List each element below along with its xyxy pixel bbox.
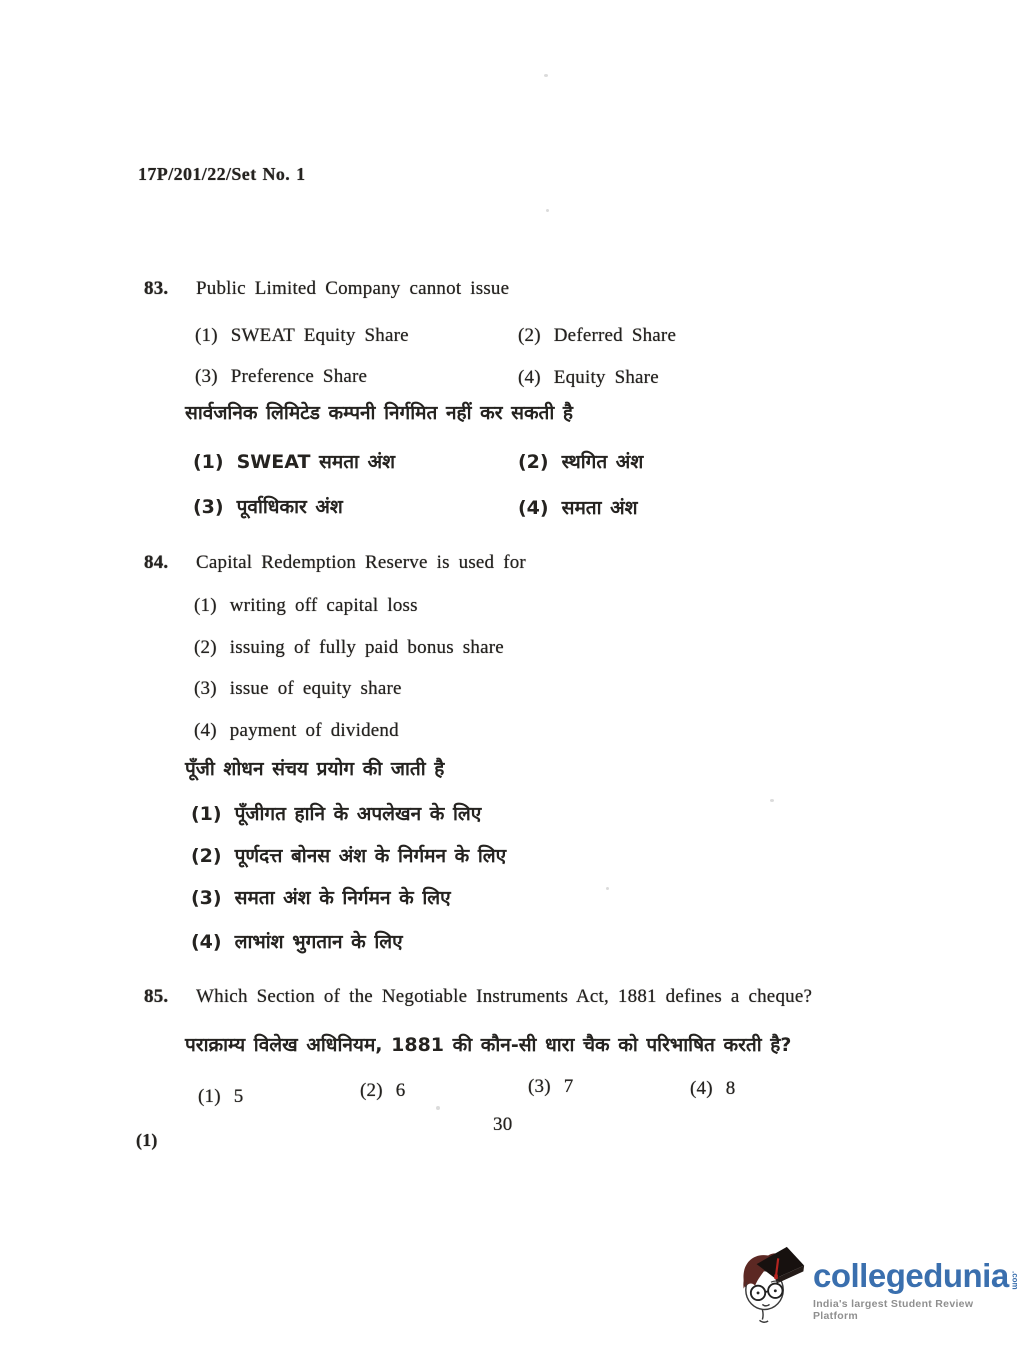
q85-number: 85. [144,986,169,1007]
option-label: (3) [193,496,224,518]
q84-option-hi-1 [191,800,481,826]
brand-name: collegedunia [813,1257,1009,1294]
scan-speck [770,799,774,802]
option-text: payment of dividend [229,720,399,741]
q83-option-hi-4 [518,494,638,520]
option-text: पूँजीगत हानि के अपलेखन के लिए [234,803,482,825]
option-label: (2) [360,1080,383,1101]
q85-option-3 [528,1076,573,1098]
option-text: 6 [395,1080,406,1101]
q83-option-hi-3 [193,493,343,519]
option-label: (4) [518,367,541,388]
option-text: पूर्णदत्त बोनस अंश के निर्गमन के लिए [234,845,507,867]
q84-number: 84. [144,552,169,573]
q83-text-en: Public Limited Company cannot issue [196,278,510,299]
q83-number: 83. [144,278,169,299]
q84-option-en-3 [194,678,402,700]
option-text: पूर्वाधिकार अंश [236,496,343,518]
q84-option-hi-3 [191,884,451,910]
option-text: 8 [725,1078,736,1099]
q83-option-en-1 [195,325,409,347]
q84-option-en-2 [194,637,504,659]
option-text: Equity Share [553,367,659,388]
q83-option-hi-1 [193,448,395,474]
q83-text-hi: सार्वजनिक लिमिटेड कम्पनी निर्गमित नहीं कर सकती है [185,402,573,424]
option-text: लाभांश भुगतान के लिए [234,931,403,953]
q83-option-en-2 [518,325,676,347]
option-label: (2) [191,845,222,867]
option-label: (3) [194,678,217,699]
option-text: SWEAT समता अंश [236,451,396,473]
q84-option-en-4 [194,720,399,742]
option-text: issuing of fully paid bonus share [229,637,504,658]
option-label: (4) [191,931,222,953]
q84-option-en-1 [194,595,418,617]
brand-domain: .com [1010,1271,1020,1290]
option-text: issue of equity share [229,678,402,699]
q85-text-en: Which Section of the Negotiable Instruments Act, 1881 defines a cheque? [196,986,813,1007]
option-label: (1) [194,595,217,616]
option-text: समता अंश के निर्गमन के लिए [234,887,451,909]
q83-option-en-3 [195,366,367,388]
option-text: Deferred Share [553,325,677,346]
option-label: (3) [528,1076,551,1097]
option-label: (4) [518,497,549,519]
option-text: स्थगित अंश [561,451,644,473]
booklet-series: (1) [136,1130,158,1150]
scan-speck [546,209,549,212]
page-number: 30 [493,1114,513,1135]
option-label: (2) [518,325,541,346]
option-label: (1) [198,1086,221,1107]
q85-option-1 [198,1086,243,1108]
option-label: (2) [518,451,549,473]
option-text: समता अंश [561,497,638,519]
option-text: SWEAT Equity Share [230,325,409,346]
option-text: Preference Share [230,366,368,387]
q85-option-2 [360,1080,405,1102]
q83-option-hi-2 [518,448,643,474]
paper-code: 17P/201/22/Set No. 1 [138,164,306,184]
option-label: (4) [690,1078,713,1099]
option-label: (1) [191,803,222,825]
option-label: (1) [195,325,218,346]
option-text: writing off capital loss [229,595,418,616]
scan-speck [606,887,609,890]
scan-speck [544,74,548,77]
option-label: (3) [195,366,218,387]
option-label: (1) [193,451,224,473]
option-text: 7 [563,1076,574,1097]
q84-text-en: Capital Redemption Reserve is used for [196,552,526,573]
brand-tagline: India's largest Student Review Platform [813,1298,974,1322]
collegedunia-logo [735,1241,1019,1329]
q83-option-en-4 [518,367,659,389]
logo-text [813,1259,1019,1322]
q84-text-hi: पूँजी शोधन संचय प्रयोग की जाती है [185,758,445,780]
q85-text-hi: पराक्राम्य विलेख अधिनियम, 1881 की कौन-सी धारा चैक को परिभाषित करती है? [185,1034,792,1056]
q85-option-4 [690,1078,735,1100]
scan-speck [436,1106,440,1110]
q84-option-hi-2 [191,842,506,868]
option-label: (2) [194,637,217,658]
option-label: (3) [191,887,222,909]
option-label: (4) [194,720,217,741]
graduate-mascot-icon [735,1241,807,1329]
option-text: 5 [233,1086,244,1107]
q84-option-hi-4 [191,928,403,954]
